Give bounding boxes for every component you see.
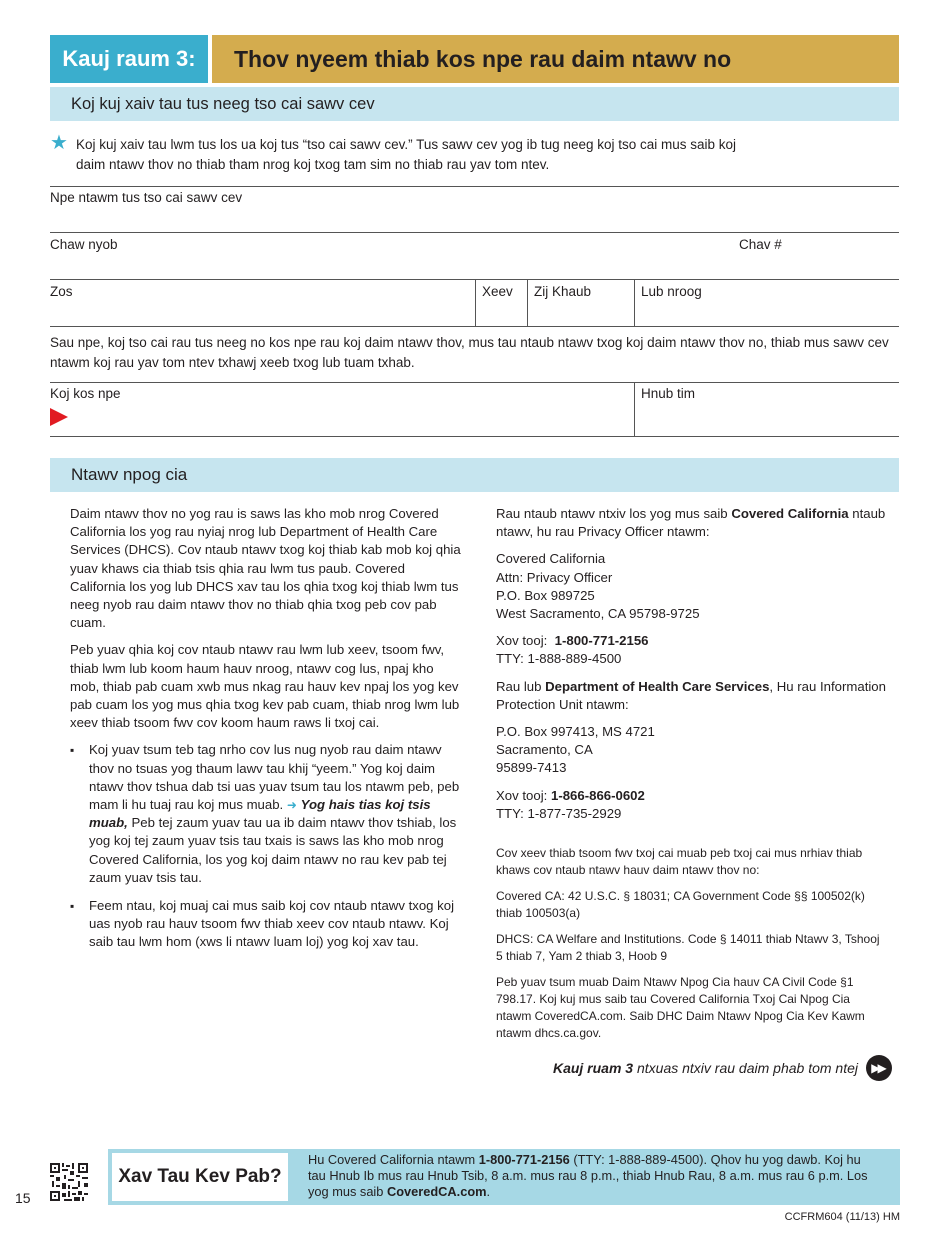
bullet-emphasis: Yog hais tias koj tsis muab,: [89, 797, 431, 831]
privacy-left-column: [70, 505, 462, 962]
divider: [50, 232, 899, 233]
zip-field[interactable]: Zij Khaub: [534, 284, 592, 299]
privacy-list: [70, 741, 462, 951]
bullet-text: Peb tej zaum yuav tau ua ib daim ntawv thov tshiab, los yog koj tej zaum yuav tsis tau txais is saws las kho mob nrog Covered California, los yog koj daim ntawv no rau kev pab tej zaum yuav tsis tau.: [89, 815, 457, 885]
arrow-right-icon: ➜: [286, 798, 297, 813]
page-title: Thov nyeem thiab kos npe rau daim ntawv no: [212, 35, 899, 83]
divider: [50, 436, 899, 437]
instruction-line-2: daim ntawv thov no thiab tham nrog koj txog tam sim no thiab rau yav tom ntev.: [76, 157, 550, 172]
dhcs-contact-intro: Rau lub Department of Health Care Services, Hu rau Information Protection Unit ntawm:: [496, 678, 886, 712]
law-civil-code: Peb yuav tsum muab Daim Ntawv Npog Cia hauv CA Civil Code §1 798.17. Koj kuj mus saib tau Covered California Txoj Cai Npog Cia ntawm CoveredCA.com. Saib DHC Daim Ntawv Npog Cia Kev Kawm ntawm dhcs.ca.gov.: [496, 975, 865, 1041]
step-label: Kauj raum 3:: [50, 35, 208, 83]
cc-phone: Xov tooj: 1-800-771-2156 TTY: 1-888-889-4500: [496, 633, 649, 667]
divider: [50, 382, 899, 383]
law-intro: Cov xeev thiab tsoom fwv txoj cai muab peb txoj cai mus nrhiav thiab khaws cov ntaub ntawv hauv daim ntawv thov no:: [496, 846, 863, 878]
dhcs-phone: Xov tooj: 1-866-866-0602 TTY: 1-877-735-2929: [496, 787, 645, 821]
list-item: [70, 741, 462, 887]
city-field[interactable]: Zos: [50, 284, 73, 299]
page-number: 15: [15, 1190, 31, 1206]
divider: [50, 186, 899, 187]
dhcs-address: P.O. Box 997413, MS 4721 Sacramento, CA 95899-7413: [496, 724, 655, 776]
rep-name-field[interactable]: Npe ntawm tus tso cai sawv cev: [50, 190, 243, 205]
apt-field[interactable]: Chav #: [739, 237, 782, 252]
page-header: [50, 35, 899, 83]
help-phone[interactable]: 1-800-771-2156: [478, 1152, 570, 1167]
county-field[interactable]: Lub nroog: [641, 284, 702, 299]
help-title: Xav Tau Kev Pab?: [112, 1153, 288, 1201]
form-code: CCFRM604 (11/13) HM: [784, 1211, 900, 1223]
cc-contact-intro: Rau ntaub ntawv ntxiv los yog mus saib Covered California ntaub ntawv, hu rau Privacy Officer ntawm:: [496, 506, 886, 540]
street-field[interactable]: Chaw nyob: [50, 237, 118, 252]
privacy-paragraph-2: Peb yuav qhia koj cov ntaub ntawv rau lwm lub xeev, tsoom fwv, thiab lwm lub koom haum hauv nroog, ntawv cog lus, npaj kho mob, thiab pab cuam xwb mus nkag rau hauv kev npaj los yog kev pab cuam los yog mus qhia txog kev pab cuam, thiab nrog lwm lub xeev thiab tsoom fwv cov koom haum raws li txoj cai.: [70, 642, 460, 731]
signature-field[interactable]: Koj kos npe: [50, 386, 121, 401]
divider: [634, 382, 635, 436]
qr-code-icon: [50, 1163, 88, 1201]
cc-address: Covered California Attn: Privacy Officer P.O. Box 989725 West Sacramento, CA 95798-9725: [496, 551, 700, 622]
divider: [634, 279, 635, 326]
list-item: ▪ Feem ntau, koj muaj cai mus saib koj cov ntaub ntawv txog koj uas nyob rau hauv tsoom fwv thiab xeev cov ntaub ntawv. Koj saib tau lwm hom (xws li ntawv luam loj) yog koj xav tau.: [70, 897, 462, 952]
divider: [475, 279, 476, 326]
cc-phone-number[interactable]: 1-800-771-2156: [554, 633, 649, 649]
section-heading-representative: Koj kuj xaiv tau tus neeg tso cai sawv cev: [50, 87, 899, 121]
fast-forward-icon[interactable]: ▶▶: [866, 1055, 892, 1081]
law-covered-ca: Covered CA: 42 U.S.C. § 18031; CA Government Code §§ 100502(k) thiab 100503(a): [496, 889, 865, 921]
date-field[interactable]: Hnub tim: [641, 386, 696, 401]
privacy-right-column: [496, 505, 886, 1051]
continue-next-page[interactable]: [553, 1055, 892, 1081]
privacy-paragraph-1: Daim ntawv thov no yog rau is saws las kho mob nrog Covered California los yog rau nyiaj nrog lub Department of Health Care Services (DHCS). Cov ntaub ntawv txog koj thiab kab mob koj qhia yuav khaws cia thiab tsis qhia rau lwm tus paub. Covered California los yog lub DHCS xav tau los qhia txog koj thiab lwm tus neeg nyob rau daim ntawv thov no thiab qhia txog peb cov pab cuam.: [70, 506, 461, 631]
divider: [50, 326, 899, 327]
help-website-link[interactable]: CoveredCA.com: [386, 1184, 487, 1199]
bullet-text: Koj yuav tsum teb tag nrho cov lus nug nyob rau daim ntawv thov no tsuas yog thaum lawv tau khij “yeem.” Yog koj daim ntawv thov tshua dab tsi uas yuav tsum tau los ntawm peb, peb mam li hu tuaj rau koj mus muab.: [89, 742, 460, 813]
continue-step: Kauj ruam 3: [552, 1060, 634, 1076]
star-icon: ★: [50, 132, 68, 154]
sign-here-arrow-icon: [50, 408, 68, 426]
law-dhcs: DHCS: CA Welfare and Institutions. Code § 14011 thiab Ntawv 3, Tshooj 5 thiab 7, Yam 2 thiab 3, Hoob 9: [496, 932, 880, 964]
help-text: Hu Covered California ntawm 1-800-771-2156 (TTY: 1-888-889-4500). Qhov hu yog dawb. Koj hu tau Hnub Ib mus rau Hnub Tsib, 8 a.m. mus rau 8 p.m., thiab Hnub Rau, 8 a.m. mus rau 6 p.m. Los yog mus saib CoveredCA.com.: [308, 1152, 868, 1199]
dhcs-phone-number[interactable]: 1-866-866-0602: [551, 787, 645, 803]
state-field[interactable]: Xeev: [482, 284, 513, 299]
instruction-line-1: Koj kuj xaiv tau lwm tus los ua koj tus “tso cai sawv cev.” Tus sawv cev yog ib tug neeg koj tso cai mus saib koj: [76, 137, 737, 152]
continue-text: ntxuas ntxiv rau daim phab tom ntej: [636, 1060, 858, 1076]
representative-instruction: [50, 132, 810, 175]
signature-consent-text: Sau npe, koj tso cai rau tus neeg no kos npe rau koj daim ntawv thov, mus tau ntaub ntawv txog koj daim ntawv thov no, thiab mus sawv cev ntawm koj rau yav tom ntev txhawj xeeb txog lub tuam txhab.: [50, 335, 889, 370]
divider: [527, 279, 528, 326]
section-heading-privacy: Ntawv npog cia: [50, 458, 899, 492]
